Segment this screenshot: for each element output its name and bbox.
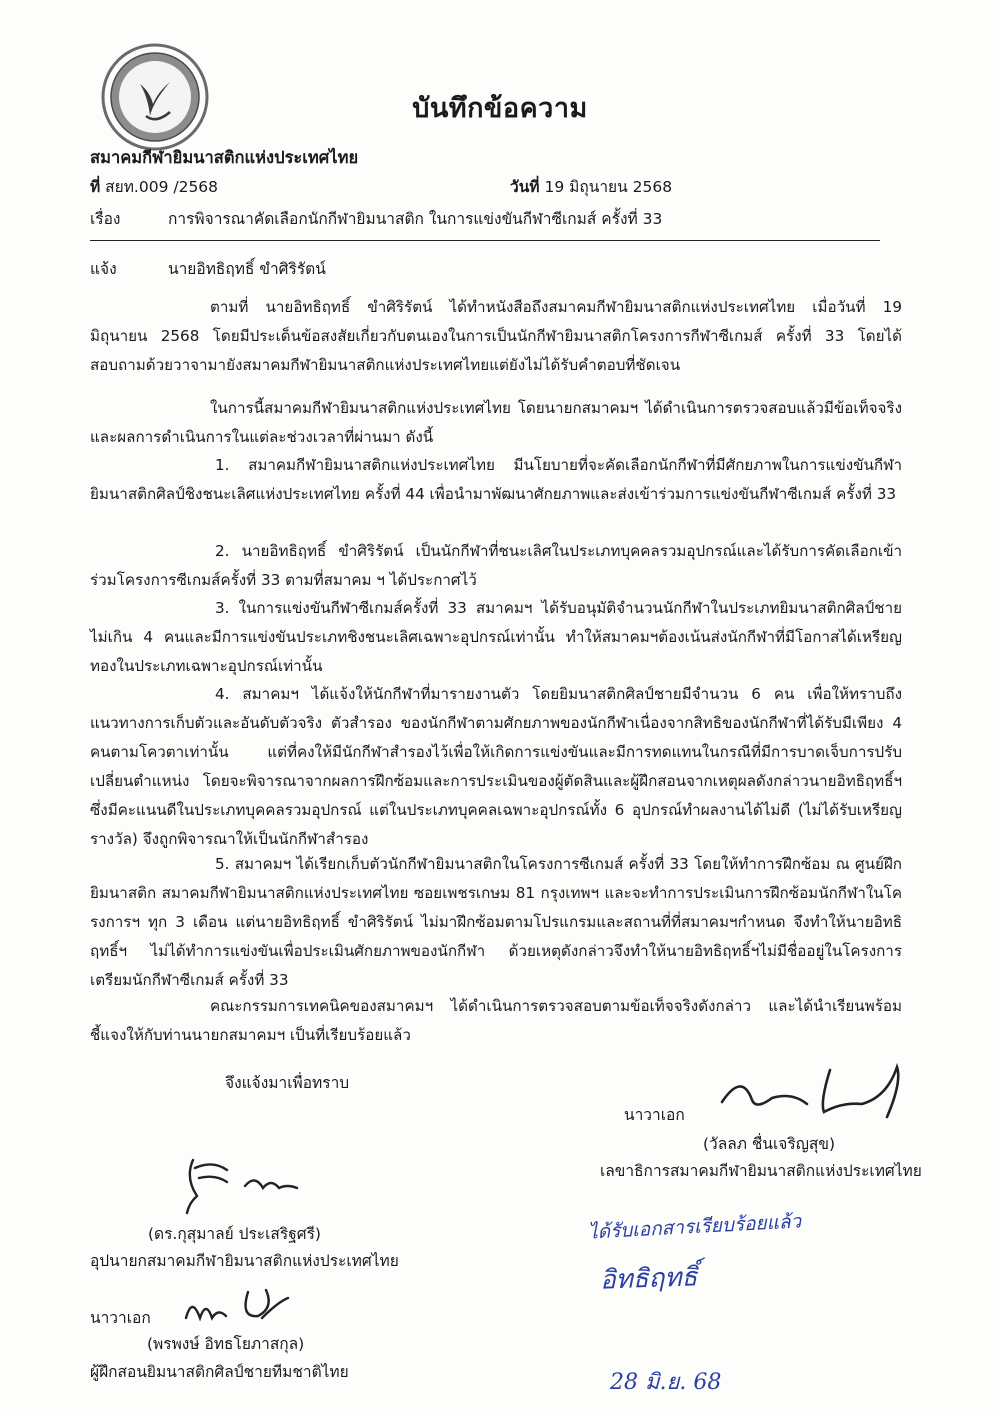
- finding-item-2: 2. นายอิทธิฤทธิ์ ขำศิริรัตน์ เป็นนักกีฬาที่ชนะเลิศในประเภทบุคคลรวมอุปกรณ์และได้รับการคัดเลือกเข้าร่วมโครงการซีเกมส์ครั้งที่ 33 ตามที่สมาคม ฯ ได้ประกาศไว้: [90, 542, 902, 589]
- finding-item-5: 5. สมาคมฯ ได้เรียกเก็บตัวนักกีฬายิมนาสติกในโครงการซีเกมส์ ครั้งที่ 33 โดยให้ทำการฝึกซ้อม ณ ศูนย์ฝึกยิมนาสติก สมาคมกีฬายิมนาสติกแห่งประเทศไทย ซอยเพชรเกษม 81 กรุงเทพฯ และจะทำการประเมินการฝึกซ้อมนักกีฬาในโครงการฯ ทุก 3 เดือน แต่นายอิทธิฤทธิ์ ขำศิริรัตน์ ไม่มาฝึกซ้อมตามโปรแกรมและสถานที่ที่สมาคมฯกำหนด จึงทำให้นายอิทธิฤทธิ์ฯ ไม่ได้ทำการแข่งขันเพื่อประเมินศักยภาพของนักกีฬา ด้วยเหตุดังกล่าวจึงทำให้นายอิทธิฤทธิ์ฯไม่มีชื่ออยู่ในโครงการเตรียมนักกีฬาซีเกมส์ ครั้งที่ 33: [90, 855, 902, 989]
- third-signatory-name: (พรพงษ์ อิทธโยภาสกุล): [147, 1335, 305, 1353]
- handwritten-acknowledgement: ได้รับเอกสารเรียบร้อยแล้ว: [587, 1210, 802, 1244]
- recipient-label: แจ้ง: [90, 260, 117, 278]
- handwritten-signature-name: อิทธิฤทธิ์: [599, 1262, 698, 1296]
- memo-title: บันทึกข้อความ: [412, 93, 588, 124]
- main-signature-icon: [712, 1052, 912, 1122]
- main-signatory-position: เลขาธิการสมาคมกีฬายิมนาสติกแห่งประเทศไทย: [600, 1162, 922, 1180]
- third-signature-icon: [178, 1278, 308, 1338]
- main-signatory-rank: นาวาเอก: [624, 1106, 685, 1124]
- header-divider: [90, 240, 880, 241]
- organization-name: สมาคมกีฬายิมนาสติกแห่งประเทศไทย: [90, 148, 359, 167]
- closing-line: จึงแจ้งมาเพื่อทราบ: [225, 1074, 350, 1092]
- second-signature-icon: [175, 1148, 325, 1218]
- date-value: 19 มิถุนายน 2568: [544, 178, 673, 196]
- reference-label: ที่: [90, 178, 101, 196]
- date-label: วันที่: [510, 178, 540, 196]
- paragraph-intro: ตามที่ นายอิทธิฤทธิ์ ขำศิริรัตน์ ได้ทำหนังสือถึงสมาคมกีฬายิมนาสติกแห่งประเทศไทย เมื่อวันที่ 19 มิถุนายน 2568 โดยมีประเด็นข้อสงสัยเกี่ยวกับตนเองในการเป็นนักกีฬายิมนาสติกโครงการกีฬาซีเกมส์ ครั้งที่ 33 โดยได้สอบถามด้วยวาจามายังสมาคมกีฬายิมนาสติกแห่งประเทศไทยแต่ยังไม่ได้รับคำตอบที่ชัดเจน: [90, 298, 902, 374]
- subject-label: เรื่อง: [90, 210, 121, 228]
- finding-item-1: 1. สมาคมกีฬายิมนาสติกแห่งประเทศไทย มีนโยบายที่จะคัดเลือกนักกีฬาที่มีศักยภาพในการแข่งขันกีฬายิมนาสติกศิลป์ชิงชนะเลิศแห่งประเทศไทย ครั้งที่ 44 เพื่อนำมาพัฒนาศักยภาพและส่งเข้าร่วมการแข่งขันกีฬาซีเกมส์ ครั้งที่ 33: [90, 456, 902, 503]
- reference-value: สยท.009 /2568: [105, 178, 219, 196]
- paragraph-findings: ในการนี้สมาคมกีฬายิมนาสติกแห่งประเทศไทย โดยนายกสมาคมฯ ได้ดำเนินการตรวจสอบแล้วมีข้อเท็จจริงและผลการดำเนินการในแต่ละช่วงเวลาที่ผ่านมา ดังนี้: [90, 399, 902, 446]
- reference-number: [90, 174, 218, 199]
- handwritten-date: 28 มิ.ย. 68: [610, 1370, 722, 1395]
- paragraph-conclusion: คณะกรรมการเทคนิคของสมาคมฯ ได้ดำเนินการตรวจสอบตามข้อเท็จจริงดังกล่าว และได้นำเรียนพร้อมชี้แจงให้กับท่านนายกสมาคมฯ เป็นที่เรียบร้อยแล้ว: [90, 997, 902, 1044]
- finding-item-3: 3. ในการแข่งขันกีฬาซีเกมส์ครั้งที่ 33 สมาคมฯ ได้รับอนุมัติจำนวนนักกีฬาในประเภทยิมนาสติกศิลป์ชาย ไม่เกิน 4 คนและมีการแข่งขันประเภทชิงชนะเลิศเฉพาะอุปกรณ์เท่านั้น ทำให้สมาคมฯต้องเน้นส่งนักกีฬาที่มีโอกาสได้เหรียญทองในประเภทเฉพาะอุปกรณ์เท่านั้น: [90, 599, 902, 675]
- memo-date: [510, 174, 672, 199]
- third-signatory-rank: นาวาเอก: [90, 1309, 151, 1327]
- main-signatory-name: (วัลลภ ชื่นเจริญสุข): [703, 1135, 836, 1153]
- recipient-name: นายอิทธิฤทธิ์ ขำศิริรัตน์: [168, 260, 326, 278]
- finding-item-4: 4. สมาคมฯ ได้แจ้งให้นักกีฬาที่มารายงานตัว โดยยิมนาสติกศิลป์ชายมีจำนวน 6 คน เพื่อให้ทราบถึงแนวทางการเก็บตัวและอันดับตัวจริง ตัวสำรอง ของนักกีฬาตามศักยภาพของนักกีฬาเนื่องจากสิทธิของนักกีฬาที่ได้รับมีเพียง 4 คนตามโควตาเท่านั้น แต่ที่คงให้มีนักกีฬาสำรองไว้เพื่อให้เกิดการแข่งขันและมีการทดแทนในกรณีที่มีการบาดเจ็บการปรับเปลี่ยนตำแหน่ง โดยจะพิจารณาจากผลการฝึกซ้อมและการประเมินของผู้ตัดสินและผู้ฝึกสอนจากเหตุผลดังกล่าวนายอิทธิฤทธิ์ฯ ซึ่งมีคะแนนดีในประเภทบุคคลรวมอุปกรณ์ แต่ในประเภทบุคคลเฉพาะอุปกรณ์ทั้ง 6 อุปกรณ์ทำผลงานได้ไม่ดี (ไม่ได้รับเหรียญรางวัล) จึงถูกพิจารณาให้เป็นนักกีฬาสำรอง: [90, 685, 902, 848]
- third-signatory-position: ผู้ฝึกสอนยิมนาสติกศิลป์ชายทีมชาติไทย: [90, 1363, 349, 1381]
- second-signatory-name: (ดร.กุสุมาลย์ ประเสริฐศรี): [148, 1225, 321, 1243]
- second-signatory-position: อุปนายกสมาคมกีฬายิมนาสติกแห่งประเทศไทย: [90, 1252, 399, 1270]
- subject-value: การพิจารณาคัดเลือกนักกีฬายิมนาสติก ในการแข่งขันกีฬาซีเกมส์ ครั้งที่ 33: [168, 210, 663, 228]
